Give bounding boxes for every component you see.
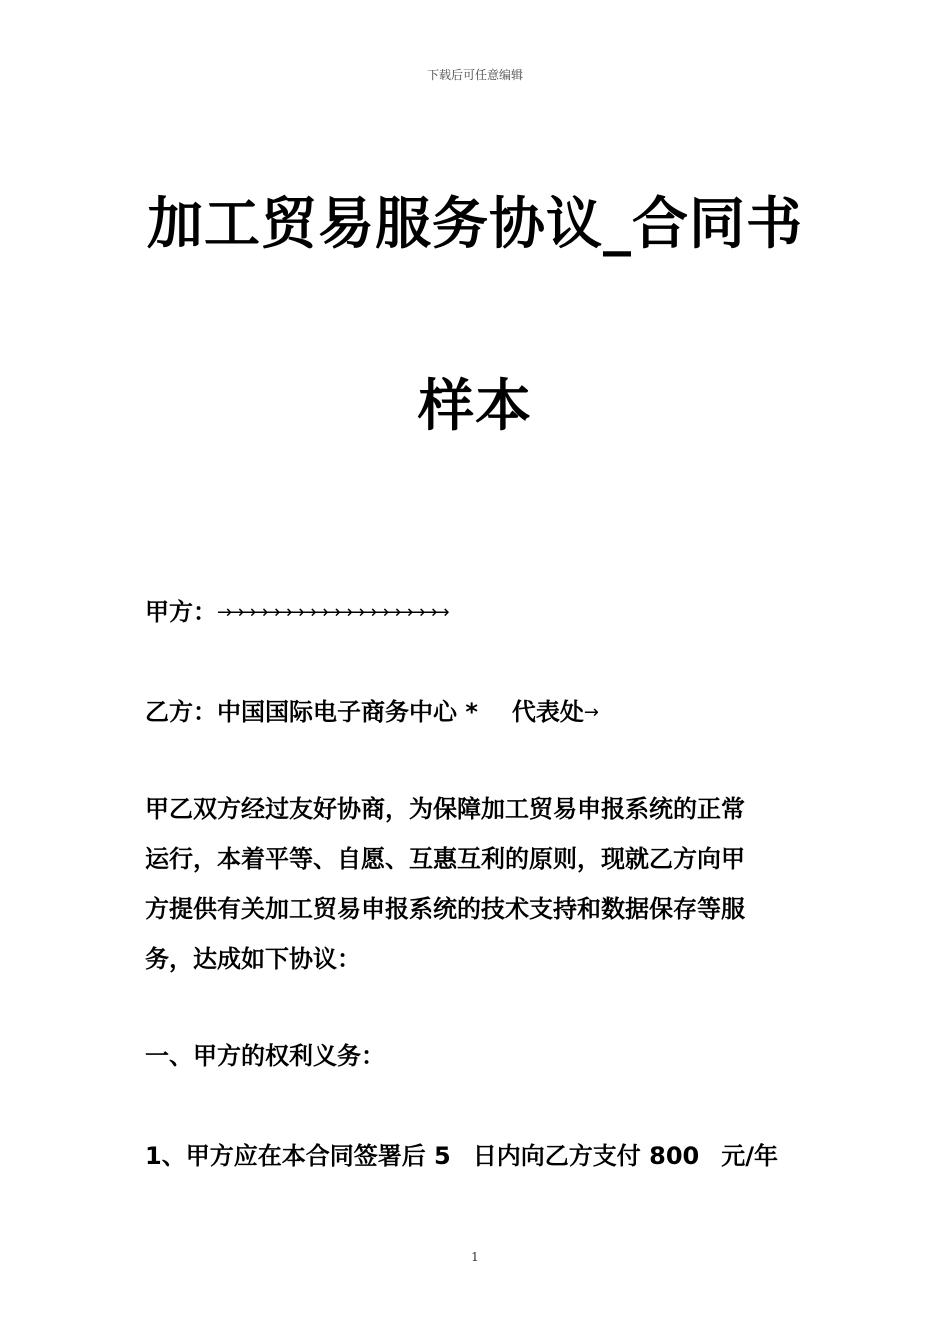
clause-1-part-2: 日内向乙方支付 800 [472,1142,700,1170]
clause-1-part-3: 元/年 [721,1142,778,1170]
intro-line: 方提供有关加工贸易申报系统的技术支持和数据保存等服 [145,895,745,923]
party-a-line [145,598,810,627]
party-b-line [145,698,810,727]
party-b-blank: → [583,702,596,723]
document-title-line-1: 加工贸易服务协议_合同书 [147,192,803,257]
section-heading-1: 一、甲方的权利义务： [145,1042,385,1070]
party-b-suffix: 代表处 [511,698,584,726]
intro-line: 运行，本着平等、自愿、互惠互利的原则，现就乙方向甲 [145,845,745,873]
page-number: 1 [471,1250,479,1264]
clause-1-line [145,1142,810,1170]
party-a-label: 甲方： [145,598,217,626]
header-note: 下载后可任意编辑 [426,68,523,82]
party-b-label: 乙方：中国国际电子商务中心 * [145,698,478,726]
clause-1-part-1: 1、甲方应在本合同签署后 5 [145,1142,451,1170]
party-a-blank: →→→→→→→→→→→→→→→→→→→ [217,602,447,623]
intro-line: 务，达成如下协议： [145,945,361,973]
document-title-line-2: 样本 [418,374,532,439]
intro-paragraph [145,784,810,984]
intro-line: 甲乙双方经过友好协商，为保障加工贸易申报系统的正常 [145,795,745,823]
